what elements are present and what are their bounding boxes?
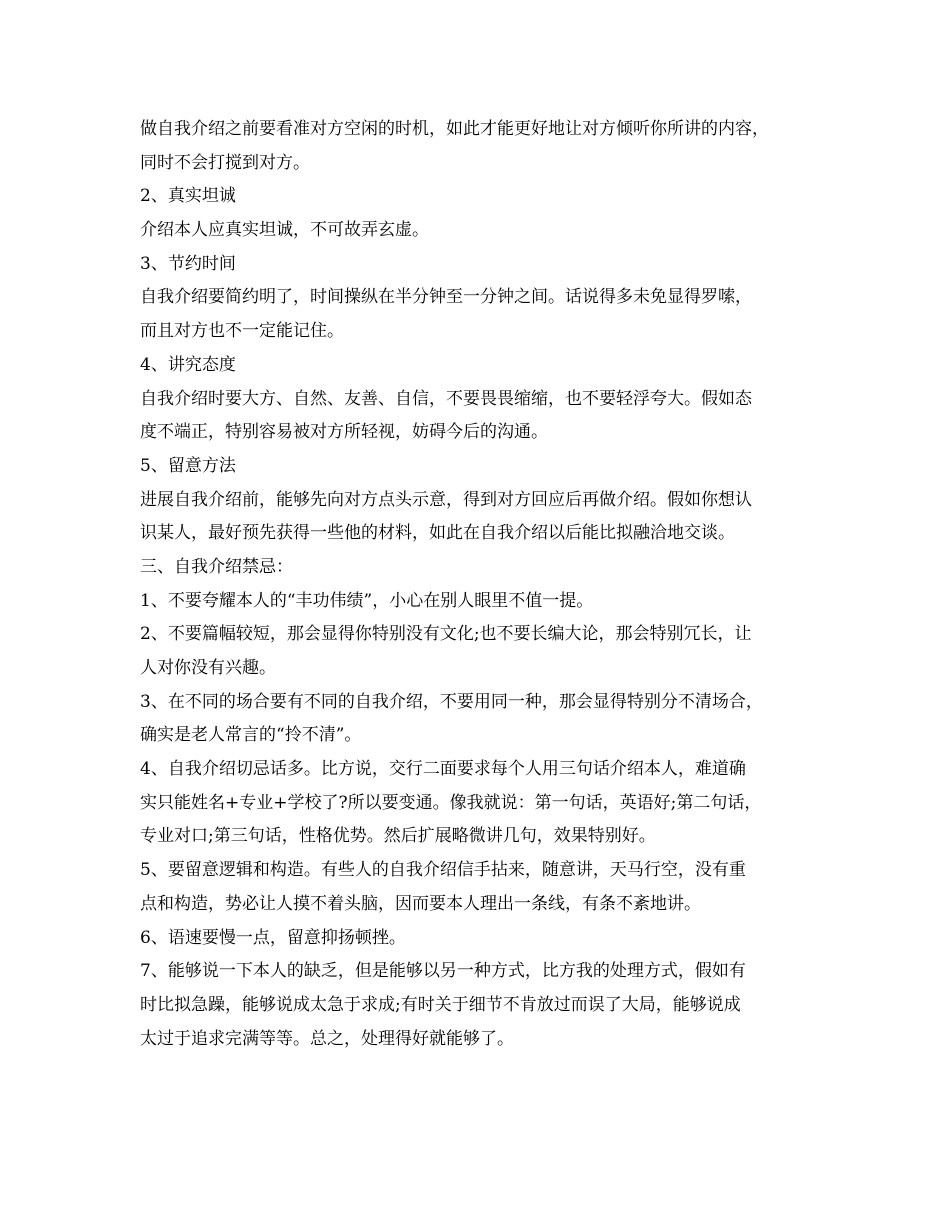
list-item: 2、不要篇幅较短，那会显得你特别没有文化;也不要长编大论，那会特别冗长，让: [140, 624, 752, 645]
text-line: 太过于追求完满等等。总之，处理得好就能够了。: [140, 1028, 514, 1049]
text-line: 时比拟急躁，能够说成太急于求成;有时关于细节不肯放过而误了大局，能够说成: [140, 994, 741, 1015]
list-item: 1、不要夸耀本人的“丰功伟绩”，小心在别人眼里不值一提。: [140, 590, 594, 611]
text-line: 自我介绍时要大方、自然、友善、自信，不要畏畏缩缩，也不要轻浮夸大。假如态: [140, 388, 752, 409]
section-heading: 5、留意方法: [140, 455, 236, 476]
text-line: 确实是老人常言的“拎不清”。: [140, 725, 362, 746]
list-item: 5、要留意逻辑和构造。有些人的自我介绍信手拈来，随意讲，天马行空，没有重: [140, 860, 746, 881]
text-line: 点和构造，势必让人摸不着头脑，因而要本人理出一条线，有条不紊地讲。: [140, 893, 701, 914]
list-item: 4、自我介绍切忌话多。比方说，交行二面要求每个人用三句话介绍本人，难道确: [140, 759, 746, 780]
section-heading: 4、讲究态度: [140, 354, 236, 375]
list-item: 6、语速要慢一点，留意抑扬顿挫。: [140, 927, 406, 948]
text-line: 自我介绍要简约明了，时间操纵在半分钟至一分钟之间。话说得多未免显得罗嗦，: [140, 287, 752, 308]
list-item: 7、能够说一下本人的缺乏，但是能够以另一种方式，比方我的处理方式，假如有: [140, 961, 746, 982]
text-line: 实只能姓名+专业+学校了?所以要变通。像我就说：第一句话，英语好;第二句话，: [140, 792, 762, 813]
text-line: 做自我介绍之前要看准对方空闲的时机，如此才能更好地让对方倾听你所讲的内容，: [140, 119, 769, 139]
document-body: [140, 113, 830, 1056]
section-heading: 3、节约时间: [140, 253, 236, 274]
text-line: 度不端正，特别容易被对方所轻视，妨碍今后的沟通。: [140, 422, 548, 443]
text-line: 专业对口;第三句话，性格优势。然后扩展略微讲几句，效果特别好。: [140, 826, 656, 847]
text-line: 而且对方也不一定能记住。: [140, 321, 344, 342]
text-line: 人对你没有兴趣。: [140, 658, 276, 678]
section-heading: 三、自我介绍禁忌：: [140, 556, 293, 577]
text-line: 同时不会打搅到对方。: [140, 152, 310, 173]
text-line: 进展自我介绍前，能够先向对方点头示意，得到对方回应后再做介绍。假如你想认: [140, 489, 752, 510]
text-line: 识某人，最好预先获得一些他的材料，如此在自我介绍以后能比拟融洽地交谈。: [140, 523, 735, 544]
list-item: 3、在不同的场合要有不同的自我介绍，不要用同一种，那会显得特别分不清场合，: [140, 691, 763, 712]
section-heading: 2、真实坦诚: [140, 186, 236, 207]
text-line: 介绍本人应真实坦诚，不可故弄玄虚。: [140, 220, 429, 241]
